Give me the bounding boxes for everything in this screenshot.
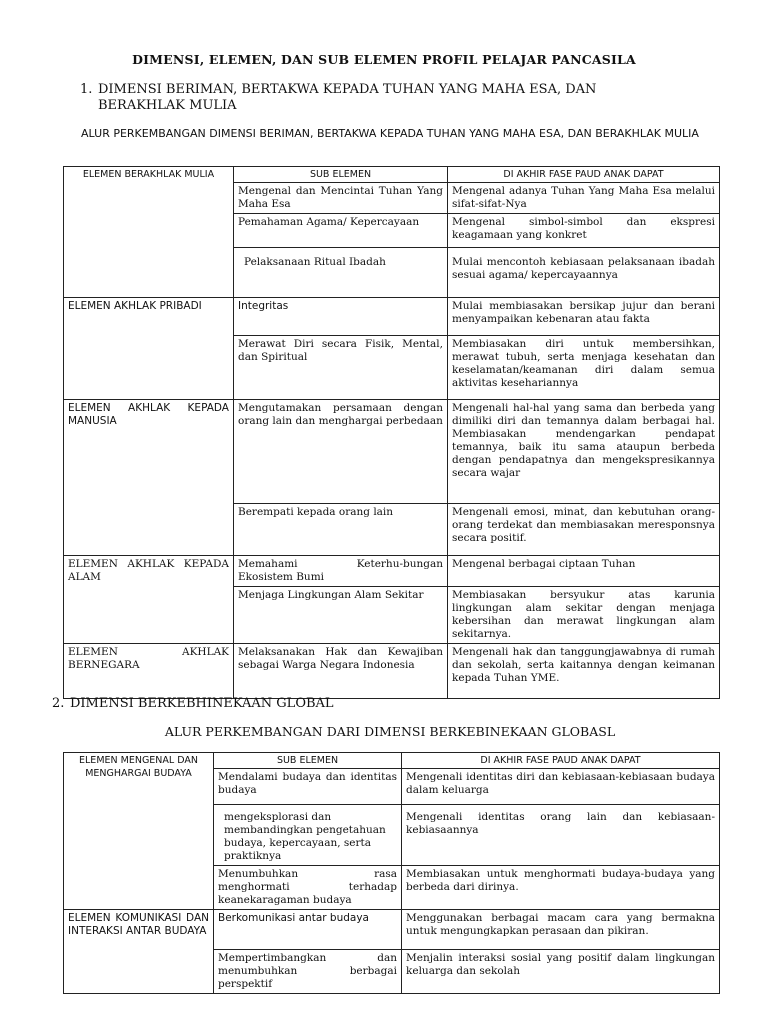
sub-elemen-cell: Menjaga Lingkungan Alam Sekitar (234, 587, 448, 644)
sub-elemen-cell: Berkomunikasi antar budaya (214, 910, 402, 950)
akhir-fase-header: DI AKHIR FASE PAUD ANAK DAPAT (448, 167, 720, 183)
table-dimensi-1 (63, 166, 720, 699)
elemen-cell: ELEMEN AKHLAK KEPADA ALAM (64, 556, 234, 644)
desc-cell: Mulai membiasakan bersikap jujur dan berani menyampaikan kebenaran atau fakta (448, 298, 720, 336)
elemen-cell: ELEMEN AKHLAK PRIBADI (64, 298, 234, 400)
desc-cell: Mengenal berbagai ciptaan Tuhan (448, 556, 720, 587)
section-1-alur-title: ALUR PERKEMBANGAN DIMENSI BERIMAN, BERTAKWA KEPADA TUHAN YANG MAHA ESA, DAN BERAKHLAK MULIA (81, 127, 699, 140)
sub-elemen-cell: mengeksplorasi dan membandingkan pengetahuan budaya, kepercayaan, serta praktiknya (214, 805, 402, 866)
desc-cell: Mengenali identitas diri dan kebiasaan-kebiasaan budaya dalam keluarga (402, 769, 720, 805)
sub-elemen-cell: Pelaksanaan Ritual Ibadah (234, 248, 448, 298)
elemen-cell: ELEMEN KOMUNIKASI DAN INTERAKSI ANTAR BUDAYA (64, 910, 214, 994)
sub-elemen-cell: Menumbuhkan rasa menghormati terhadap keanekaragaman budaya (214, 866, 402, 910)
elemen-budaya-header: ELEMEN MENGENAL DAN MENGHARGAI BUDAYA (64, 753, 214, 910)
table-row (64, 298, 720, 336)
desc-cell: Mengenali emosi, minat, dan kebutuhan orang-orang terdekat dan membiasakan meresponsnya secara positif. (448, 504, 720, 556)
desc-cell: Membiasakan untuk menghormati budaya-budaya yang berbeda dari dirinya. (402, 866, 720, 910)
section-1-number: 1. (80, 82, 93, 97)
table-row (64, 400, 720, 504)
section-2-alur-title: ALUR PERKEMBANGAN DARI DIMENSI BERKEBINEKAAN GLOBASL (164, 724, 616, 739)
table-row (64, 910, 720, 950)
section-1-heading: DIMENSI BERIMAN, BERTAKWA KEPADA TUHAN YANG MAHA ESA, DAN BERAKHLAK MULIA (98, 82, 597, 113)
elemen-cell: ELEMEN AKHLAK KEPADA MANUSIA (64, 400, 234, 556)
sub-elemen-cell: Berempati kepada orang lain (234, 504, 448, 556)
desc-cell: Mengenal adanya Tuhan Yang Maha Esa melalui sifat-sifat-Nya (448, 183, 720, 214)
desc-cell: Mengenali hak dan tanggungjawabnya di rumah dan sekolah, serta kaitannya dengan keimanan kepada Tuhan YME. (448, 644, 720, 699)
table-dimensi-2 (63, 752, 720, 994)
section-2-number: 2. (52, 696, 65, 711)
sub-elemen-header: SUB ELEMEN (214, 753, 402, 769)
sub-elemen-cell: Mengenal dan Mencintai Tuhan Yang Maha Esa (234, 183, 448, 214)
sub-elemen-cell: Mempertimbangkan dan menumbuhkan berbagai perspektif (214, 950, 402, 994)
section-2-heading: DIMENSI BERKEBHINEKAAN GLOBAL (70, 696, 334, 711)
akhir-fase-header: DI AKHIR FASE PAUD ANAK DAPAT (402, 753, 720, 769)
sub-elemen-cell: Mengutamakan persamaan dengan orang lain dan menghargai perbedaan (234, 400, 448, 504)
desc-cell: Mulai mencontoh kebiasaan pelaksanaan ibadah sesuai agama/ kepercayaannya (448, 248, 720, 298)
desc-cell: Menggunakan berbagai macam cara yang bermakna untuk mengungkapkan perasaan dan pikiran. (402, 910, 720, 950)
desc-cell: Mengenal simbol-simbol dan ekspresi keagamaan yang konkret (448, 214, 720, 248)
sub-elemen-cell: Integritas (234, 298, 448, 336)
sub-elemen-cell: Memahami Keterhu-bungan Ekosistem Bumi (234, 556, 448, 587)
table-row (64, 644, 720, 699)
sub-elemen-cell: Mendalami budaya dan identitas budaya (214, 769, 402, 805)
sub-elemen-cell: Merawat Diri secara Fisik, Mental, dan Spiritual (234, 336, 448, 400)
elemen-berakhlak-header: ELEMEN BERAKHLAK MULIA (64, 167, 234, 298)
desc-cell: Mengenali hal-hal yang sama dan berbeda yang dimiliki diri dan temannya dalam berbagai hal. Membiasakan mendengarkan pendapat temannya, baik itu sama ataupun berbeda dengan pendapatnya dan mengekspresikannya secara wajar (448, 400, 720, 504)
sub-elemen-header: SUB ELEMEN (234, 167, 448, 183)
sub-elemen-cell: Melaksanakan Hak dan Kewajiban sebagai Warga Negara Indonesia (234, 644, 448, 699)
desc-cell: Membiasakan diri untuk membersihkan, merawat tubuh, serta menjaga kesehatan dan keselamatan/keamanan diri dalam semua aktivitas kesehariannya (448, 336, 720, 400)
sub-elemen-cell: Pemahaman Agama/ Kepercayaan (234, 214, 448, 248)
table-row (64, 556, 720, 587)
elemen-cell: ELEMEN AKHLAK BERNEGARA (64, 644, 234, 699)
document-title: DIMENSI, ELEMEN, DAN SUB ELEMEN PROFIL PELAJAR PANCASILA (132, 52, 636, 67)
desc-cell: Mengenali identitas orang lain dan kebiasaan-kebiasaannya (402, 805, 720, 866)
desc-cell: Membiasakan bersyukur atas karunia lingkungan alam sekitar dengan menjaga kebersihan dan merawat lingkungan alam sekitarnya. (448, 587, 720, 644)
desc-cell: Menjalin interaksi sosial yang positif dalam lingkungan keluarga dan sekolah (402, 950, 720, 994)
